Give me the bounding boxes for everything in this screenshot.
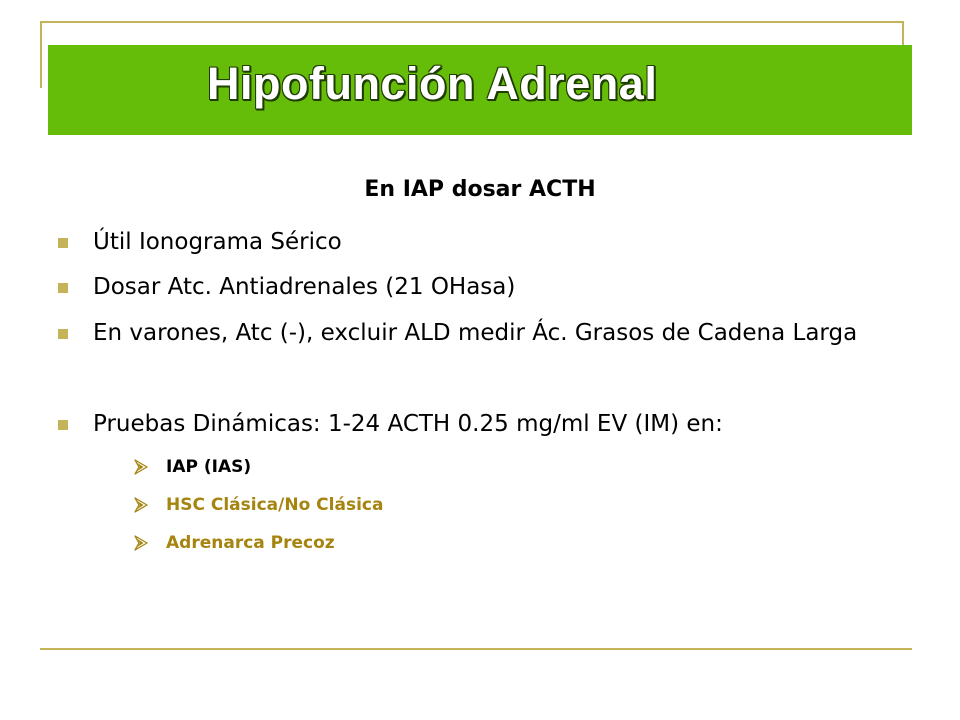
slide-subtitle: En IAP dosar ACTH [364,177,596,202]
sub-bullet-item: Adrenarca Precoz [166,533,335,553]
arrow-bullet-icon [134,535,148,551]
frame-line-left [40,21,42,88]
bullet-item: En varones, Atc (-), excluir ALD medir Ác. Grasos de Cadena Larga [93,320,858,346]
arrow-bullet-icon [134,459,148,475]
square-bullet-icon [58,238,68,248]
square-bullet-icon [58,329,68,339]
bullet-item: Pruebas Dinámicas: 1-24 ACTH 0.25 mg/ml EV (IM) en: [93,411,723,437]
frame-line-bottom [40,648,912,650]
sub-bullet-item: HSC Clásica/No Clásica [166,495,384,515]
frame-line-top [40,21,904,23]
sub-bullet-item: IAP (IAS) [166,457,252,477]
bullet-item: Útil Ionograma Sérico [93,229,342,255]
arrow-bullet-icon [134,497,148,513]
bullet-item: Dosar Atc. Antiadrenales (21 OHasa) [93,274,516,300]
slide-title: Hipofunción Adrenal [207,58,658,109]
square-bullet-icon [58,283,68,293]
square-bullet-icon [58,420,68,430]
